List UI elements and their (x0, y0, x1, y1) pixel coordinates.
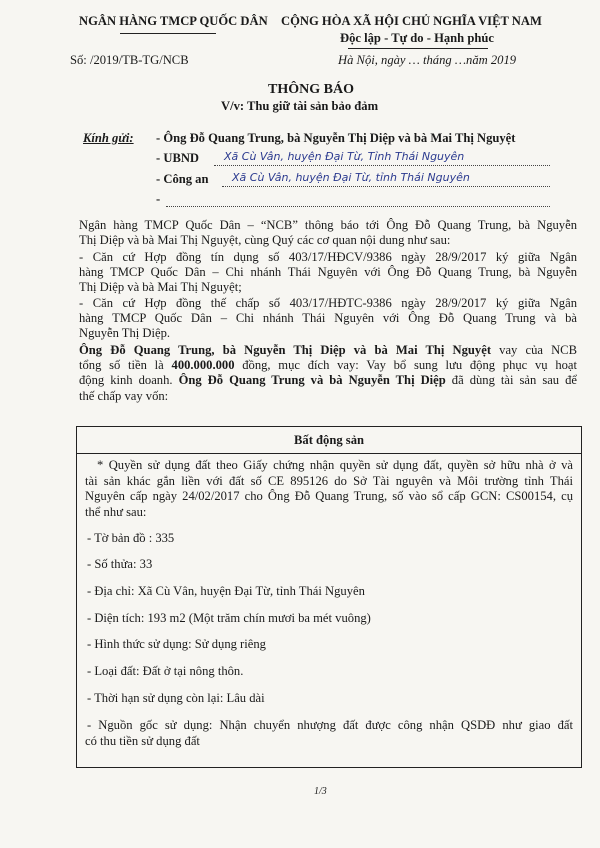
credit-contract-paragraph (79, 250, 577, 296)
intro-line-2: Thị Diệp và bà Mai Thị Nguyệt, cùng Quý các cơ quan nội dung như sau: (79, 233, 451, 248)
asset-origin (85, 718, 573, 749)
asset-table-heading: Bất động sản (77, 427, 581, 454)
recipient-3-dotline (222, 186, 550, 187)
asset-intro-line-4: thể như sau: (85, 504, 147, 519)
asset-intro-line-2: tài sản khác gắn liền với đất số CE 895126 do Sở Tài nguyên và Môi trường tỉnh Thái (85, 473, 573, 488)
loan-line-2: tổng số tiền là 400.000.000 đồng, mục đích vay: Vay bổ sung lưu động phục vụ hoạt (79, 358, 577, 373)
document-subject: V/v: Thu giữ tài sản bảo đảm (221, 99, 379, 113)
recipients-label: Kính gửi: (83, 131, 134, 145)
recipient-2-dotline (214, 165, 550, 166)
asset-item: - Địa chỉ: Xã Cù Vân, huyện Đại Từ, tỉnh Thái Nguyên (87, 584, 365, 598)
recipient-4-dotline (166, 206, 550, 207)
asset-intro-line-3: Nguyên cấp ngày 24/02/2017 cho Ông Đỗ Quang Trung, số vào sổ cấp GCN: CS00154, cụ (85, 489, 573, 503)
recipient-3-handwriting: Xã Cù Vân, huyện Đại Từ, tỉnh Thái Nguyên (232, 171, 470, 184)
recipient-2: - UBND (156, 151, 200, 165)
loan-paragraph (79, 343, 577, 404)
mortgage-line-3: Nguyễn Thị Diệp. (79, 326, 171, 341)
country-name: CỘNG HÒA XÃ HỘI CHỦ NGHĨA VIỆT NAM (281, 14, 542, 28)
credit-line-2: hàng TMCP Quốc Dân – Chi nhánh Thái Nguyên với Ông Đỗ Quang Trung, bà Nguyễn (79, 265, 577, 280)
recipient-1: - Ông Đỗ Quang Trung, bà Nguyễn Thị Diệp và bà Mai Thị Nguyệt (156, 131, 516, 145)
loan-line-4: thế chấp vay vốn: (79, 388, 169, 403)
intro-paragraph (79, 218, 577, 248)
mortgage-contract-paragraph (79, 296, 577, 342)
mortgage-line-2: hàng TMCP Quốc Dân – Chi nhánh Thái Nguyên với Ông Đỗ Quang Trung và bà (79, 311, 577, 326)
bank-name-rule (120, 33, 216, 34)
motto-rule (348, 48, 488, 49)
page-number: 1/3 (314, 786, 327, 797)
mortgage-line-1: - Căn cứ Hợp đồng thế chấp số 403/17/HĐTC-9386 ngày 28/9/2017 ký giữa Ngân (79, 296, 577, 310)
asset-item: - Tờ bản đồ : 335 (87, 531, 175, 545)
document-title: THÔNG BÁO (268, 82, 354, 97)
asset-item: - Hình thức sử dụng: Sử dụng riêng (87, 637, 266, 651)
asset-origin-line-1: - Nguồn gốc sử dụng: Nhận chuyển nhượng đất được công nhận QSDĐ như giao đất (87, 718, 573, 732)
asset-intro-line-1: * Quyền sử dụng đất theo Giấy chứng nhận quyền sử dụng đất, quyền sở hữu nhà ở và (97, 458, 573, 472)
asset-intro (85, 458, 573, 520)
recipient-2-handwriting: Xã Cù Vân, huyện Đại Từ, Tỉnh Thái Nguyên (224, 150, 465, 163)
asset-table (76, 426, 582, 768)
bank-name: NGÂN HÀNG TMCP QUỐC DÂN (79, 14, 268, 28)
loan-line-1: Ông Đỗ Quang Trung, bà Nguyễn Thị Diệp và bà Mai Thị Nguyệt vay của NCB (79, 343, 577, 357)
asset-item: - Số thửa: 33 (87, 557, 153, 571)
recipient-4: - (156, 192, 161, 206)
asset-item: - Diện tích: 193 m2 (Một trăm chín mươi ba mét vuông) (87, 611, 371, 625)
credit-line-3: Thị Diệp và bà Mai Thị Nguyệt; (79, 280, 242, 295)
national-motto: Độc lập - Tự do - Hạnh phúc (340, 31, 494, 45)
doc-number: Số: /2019/TB-TG/NCB (70, 53, 189, 67)
asset-item: - Thời hạn sử dụng còn lại: Lâu dài (87, 691, 265, 705)
loan-line-3: động kinh doanh. Ông Đỗ Quang Trung và bà Nguyễn Thị Diệp đã dùng tài sản sau để (79, 373, 577, 388)
recipient-3: - Công an (156, 172, 209, 186)
place-date: Hà Nội, ngày … tháng …năm 2019 (338, 53, 517, 67)
credit-line-1: - Căn cứ Hợp đồng tín dụng số 403/17/HĐCV/9386 ngày 28/9/2017 ký giữa Ngân (79, 250, 577, 264)
asset-origin-line-2: có thu tiền sử dụng đất (85, 733, 200, 748)
asset-item: - Loại đất: Đất ở tại nông thôn. (87, 664, 244, 678)
intro-line-1: Ngân hàng TMCP Quốc Dân – “NCB” thông báo tới Ông Đỗ Quang Trung, bà Nguyễn (79, 218, 577, 232)
